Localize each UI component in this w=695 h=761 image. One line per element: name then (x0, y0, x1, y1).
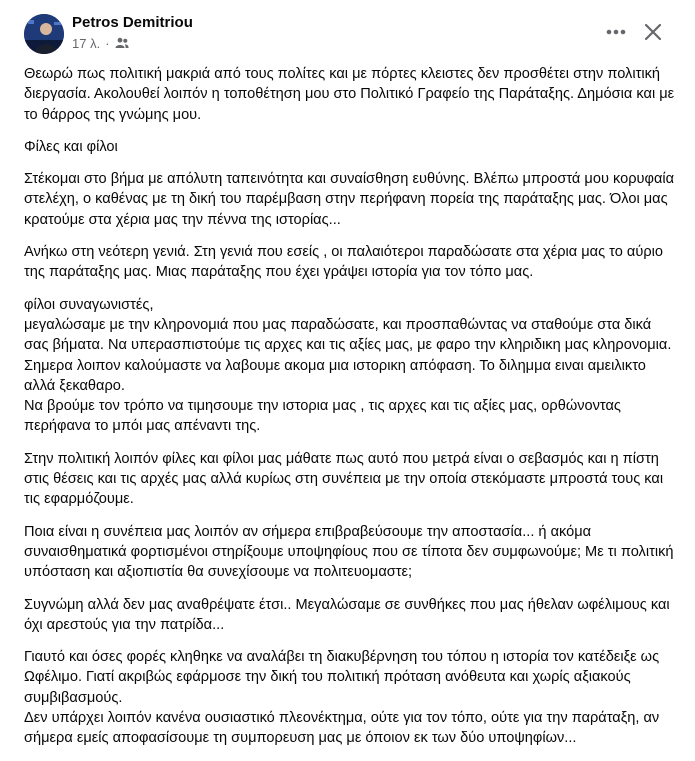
post-paragraph: Στέκομαι στο βήμα με απόλυτη ταπεινότητα και συναίσθηση ευθύνης. Βλέπω μπροστά μου κορυφαία στελέχη, ο καθένας με τη δική του παρέμβαση στην περήφανη πορεία της παράταξης μας. Όλοι μας κρατούμε στα χέρια μας την πέννα της ιστορίας... (24, 171, 675, 228)
avatar[interactable] (24, 14, 64, 54)
close-icon (644, 23, 662, 41)
post-paragraph: Ποια είναι η συνέπεια μας λοιπόν αν σήμερα επιβραβεύσουμε την αποστασία... ή ακόμα συναισθηματικά φορτισμένοι στηρίξουμε υποψηφίους που σε τίποτα δεν συμφωνούμε; Με τι πολιτική υπόσταση και αξιοπιστία θα συνεχίσουμε να πολιτευομαστε; (24, 523, 674, 581)
post-body (24, 64, 676, 761)
author-name[interactable]: Petros Demitriou (72, 14, 193, 31)
friends-icon[interactable] (115, 37, 129, 49)
post-paragraph: Συγνώμη αλλά δεν μας αναθρέψατε έτσι.. Μεγαλώσαμε σε συνθήκες που μας ήθελαν ωφέλιμους και όχι αρεστούς για την πατρίδα... (24, 596, 670, 633)
post-paragraph: Θεωρώ πως πολιτική μακριά από τους πολίτες και με πόρτες κλειστες δεν προσθέτει στην πολιτική διεργασία. Ακολουθεί λοιπόν η τοποθέτηση μου στο Πολιτικό Γραφείο της Παράταξης. Δημόσια και με το θάρρος της γνώμης μου. (24, 66, 675, 123)
post-paragraph: Γιαυτό και όσες φορές κληθηκε να αναλάβει τη διακυβέρνηση του τόπου η ιστορία τον κατέδειξε ως Ωφέλιμο. Γιατί ακριβώς εφάρμοσε την δική του πολιτική πρόταση ανόθευτα και χωρίς αξιακούς συμβιβασμούς. Δεν υπάρχει λοιπόν κανένα ουσιαστικό πλεονέκτημα, ούτε για τον τόπο, ούτε για την παράταξη, αν σήμερα εμείς αποφασίσουμε τη συμπορευση μας με όποιον εκ των δύο υποψηφίων... (24, 649, 660, 747)
close-button[interactable] (637, 16, 669, 48)
post-paragraph: Φίλες και φίλοι (24, 138, 118, 155)
meta-separator: · (105, 35, 110, 51)
post-time[interactable]: 17 λ. (72, 35, 101, 51)
post-paragraph: φίλοι συναγωνιστές, μεγαλώσαμε με την κληρονομιά που μας παραδώσατε, και προσπαθώντας να σταθούμε στα δικά σας βήματα. Να υπερασπιστούμε τις αρχες και τις αξίες μας, με φαρο την κληριδικη μας κληρονομια. Σημερα λοιπον καλούμαστε να λαβουμε ακομα μια ιστορικη απόφαση. Το διλημμα ειναι αμειλικτο αλλά ξεκαθαρο. Να βρούμε τον τρόπο να τιμησουμε την ιστορια μας , τις αρχες και τις αξίες μας, ορθώνοντας περήφανα το μπόι μας απέναντι της. (24, 296, 672, 435)
more-options-button[interactable] (598, 18, 634, 46)
post-paragraph: Ανήκω στη νεότερη γενιά. Στη γενιά που εσείς , οι παλαιότεροι παραδώσατε στα χέρια μας το αύριο της παράταξης μας. Μιας παράταξης που έχει γράψει ιστορία για τον τόπο μας. (24, 244, 663, 281)
post-header (0, 0, 695, 60)
more-dots-icon (606, 29, 626, 35)
avatar-photo (24, 14, 64, 54)
post-paragraph: Στην πολιτική λοιπόν φίλες και φίλοι μας μάθατε πως αυτό που μετρά είναι ο σεβασμός και η πίστη στις θέσεις και τις αρχές μας αλλά κυρίως στη συνέπεια με την οποία στεκόμαστε μπροστά τους και τις εφαρμόζουμε. (24, 450, 664, 508)
post-meta (72, 35, 129, 51)
